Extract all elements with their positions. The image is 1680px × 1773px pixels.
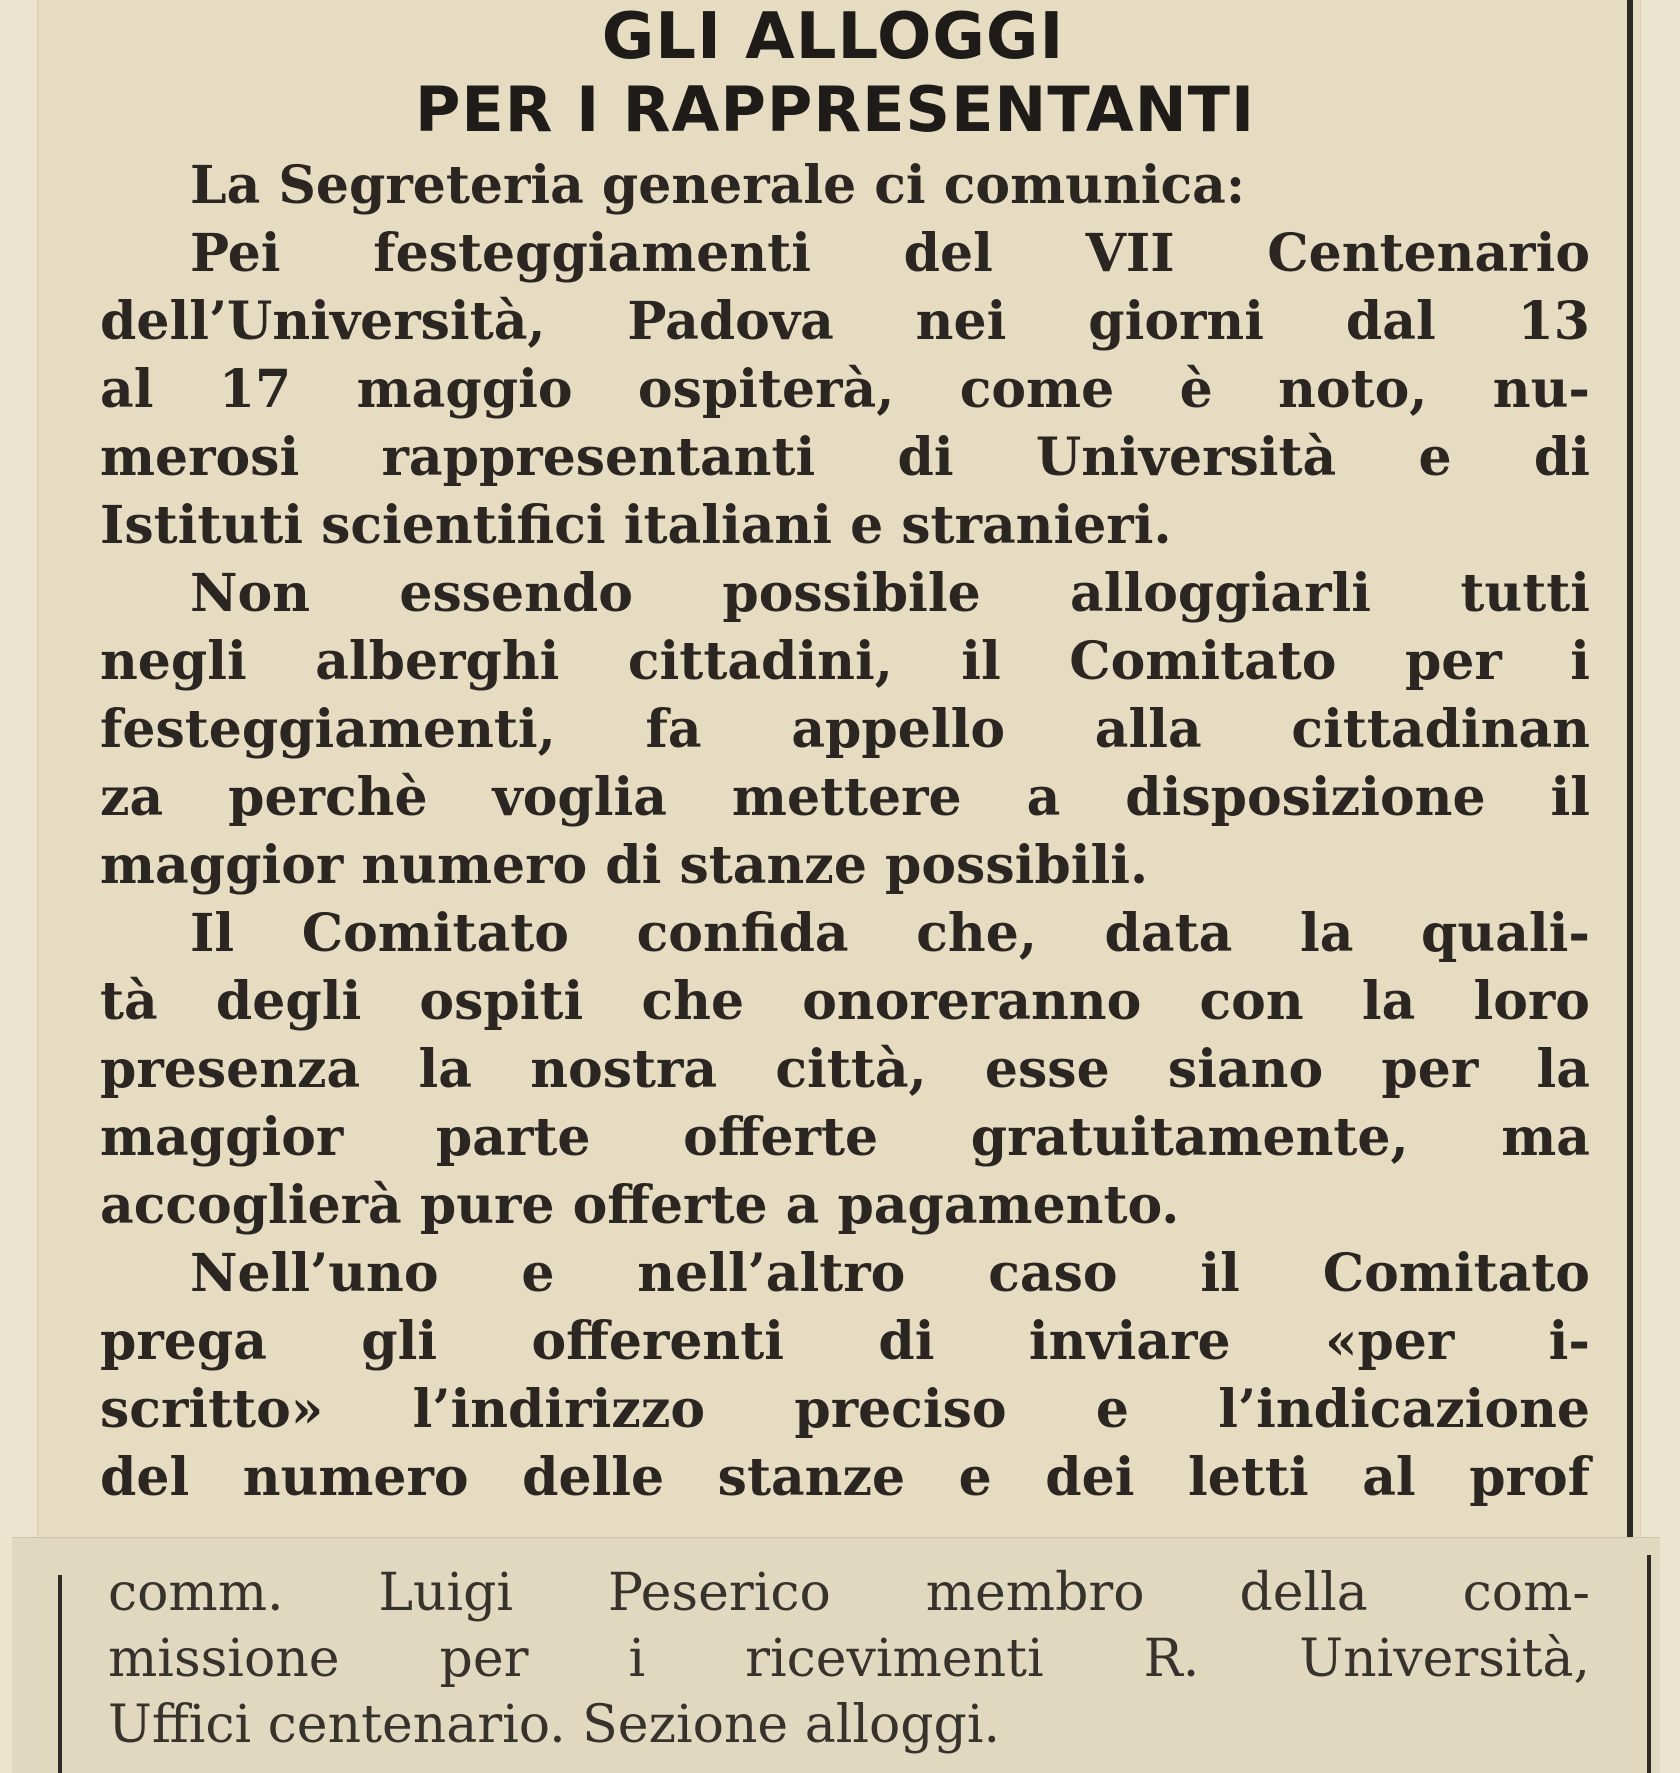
body-line-16: accoglierà pure offerte a pagamento. [100,1175,1180,1236]
body-line-8: negli alberghi cittadini, il Comitato per i [100,631,1590,692]
body-line-5: merosi rappresentanti di Università e di [100,427,1590,488]
column-rule-right-lower [1647,1555,1651,1773]
body-line-18: prega gli offerenti di inviare «per i- [100,1311,1590,1372]
body-line-4: al 17 maggio ospiterà, come è noto, nu- [100,359,1590,420]
column-rule-right [1627,0,1633,1538]
body-line-3: dell’Università, Padova nei giorni dal 13 [100,291,1590,352]
headline-line-2: PER I RAPPRESENTANTI [414,73,1256,146]
body-line-12: Il Comitato confida che, data la quali- [190,903,1590,964]
lower-line-2: missione per i ricevimenti R. Università, [108,1629,1590,1689]
body-line-10: za perchè voglia mettere a disposizione il [100,767,1590,828]
body-line-2: Pei festeggiamenti del VII Centenario [190,223,1590,284]
body-line-20: del numero delle stanze e dei letti al prof [100,1447,1590,1508]
body-line-1: La Segreteria generale ci comunica: [190,155,1246,216]
column-rule-left-lower [58,1575,62,1773]
body-line-9: festeggiamenti, fa appello alla cittadinan [100,699,1590,760]
body-line-11: maggior numero di stanze possibili. [100,835,1149,896]
body-line-15: maggior parte offerte gratuitamente, ma [100,1107,1590,1168]
body-line-7: Non essendo possibile alloggiarli tutti [190,563,1590,624]
body-line-6: Istituti scientifici italiani e stranieri. [100,495,1172,556]
lower-line-3: Uffici centenario. Sezione alloggi. [108,1695,1000,1755]
lower-line-1: comm. Luigi Peserico membro della com- [108,1563,1590,1623]
body-line-14: presenza la nostra città, esse siano per la [100,1039,1590,1100]
body-line-17: Nell’uno e nell’altro caso il Comitato [190,1243,1590,1304]
body-line-13: tà degli ospiti che onoreranno con la loro [100,971,1590,1032]
headline-line-1: GLI ALLOGGI [601,0,1065,74]
body-line-19: scritto» l’indirizzo preciso e l’indicazione [100,1379,1590,1440]
